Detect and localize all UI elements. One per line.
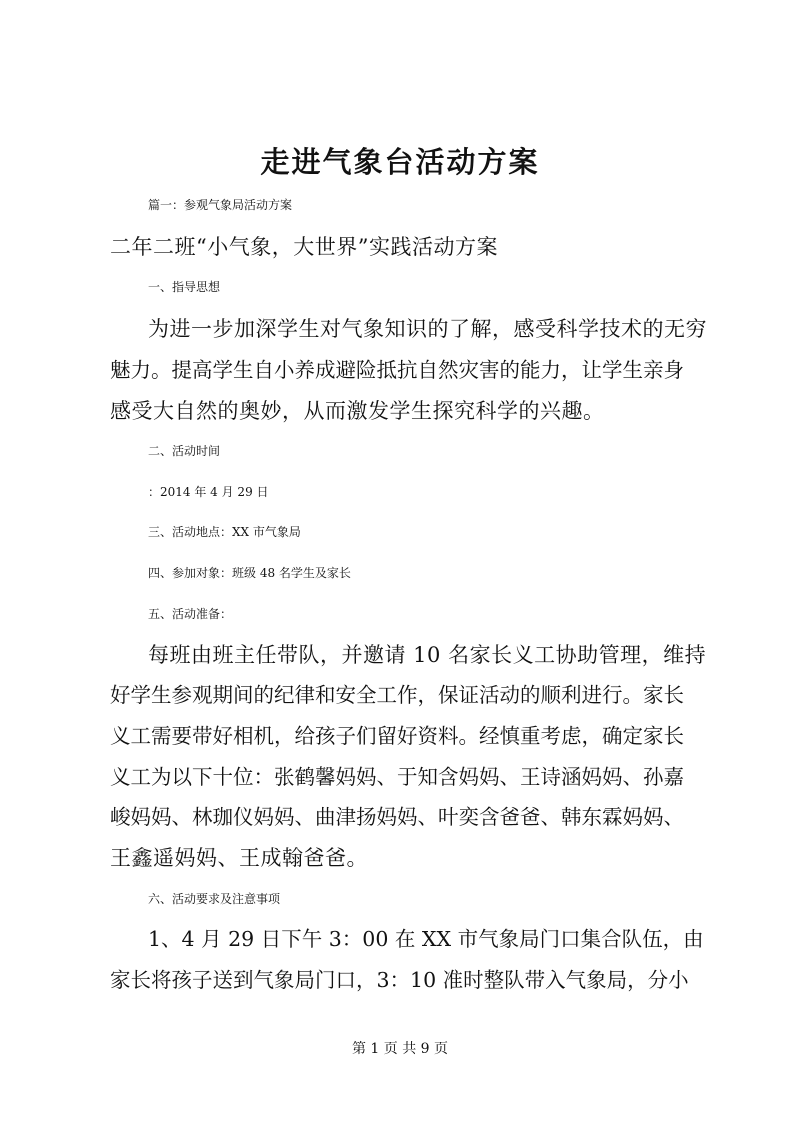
heading-guiding-thought: 一、指导思想 [148,280,221,294]
paragraph-line: 义工为以下十位：张鹤馨妈妈、于知含妈妈、王诗涵妈妈、孙嘉 [110,765,684,789]
document-title: 走进气象台活动方案 [260,145,540,179]
paragraph-line: 家长将孩子送到气象局门口，3：10 准时整队带入气象局，分小 [110,968,689,992]
page-footer: 第 1 页 共 9 页 [351,1041,449,1057]
paragraph-line: 每班由班主任带队，并邀请 10 名家长义工协助管理，维持 [148,643,707,667]
paragraph-line: 峻妈妈、林珈仪妈妈、曲津扬妈妈、叶奕含爸爸、韩东霖妈妈、 [110,805,684,829]
heading-activity-time: 二、活动时间 [148,444,221,458]
paragraph-line: 1、4 月 29 日下午 3：00 在 XX 市气象局门口集合队伍，由 [148,927,704,951]
paragraph-line: 王鑫遥妈妈、王成翰爸爸。 [110,846,368,870]
activity-date: ：2014 年 4 月 29 日 [148,485,269,499]
paragraph-line: 魅力。提高学生自小养成避险抵抗自然灾害的能力，让学生亲身 [110,358,684,382]
paragraph-line: 好学生参观期间的纪律和安全工作，保证活动的顺利进行。家长 [110,683,684,707]
heading-activity-location: 三、活动地点：XX 市气象局 [148,525,301,539]
heading-preparation: 五、活动准备： [148,607,233,621]
section-heading-part-one: 篇一：参观气象局活动方案 [148,198,293,212]
paragraph-line: 为进一步加深学生对气象知识的了解，感受科学技术的无穷 [148,317,707,341]
paragraph-line: 感受大自然的奥妙，从而激发学生探究科学的兴趣。 [110,399,605,423]
heading-requirements: 六、活动要求及注意事项 [148,892,281,906]
paragraph-line: 义工需要带好相机，给孩子们留好资料。经慎重考虑，确定家长 [110,724,684,748]
subtitle-line: 二年二班“小气象，大世界”实践活动方案 [110,235,498,259]
heading-participants: 四、参加对象：班级 48 名学生及家长 [148,566,351,580]
